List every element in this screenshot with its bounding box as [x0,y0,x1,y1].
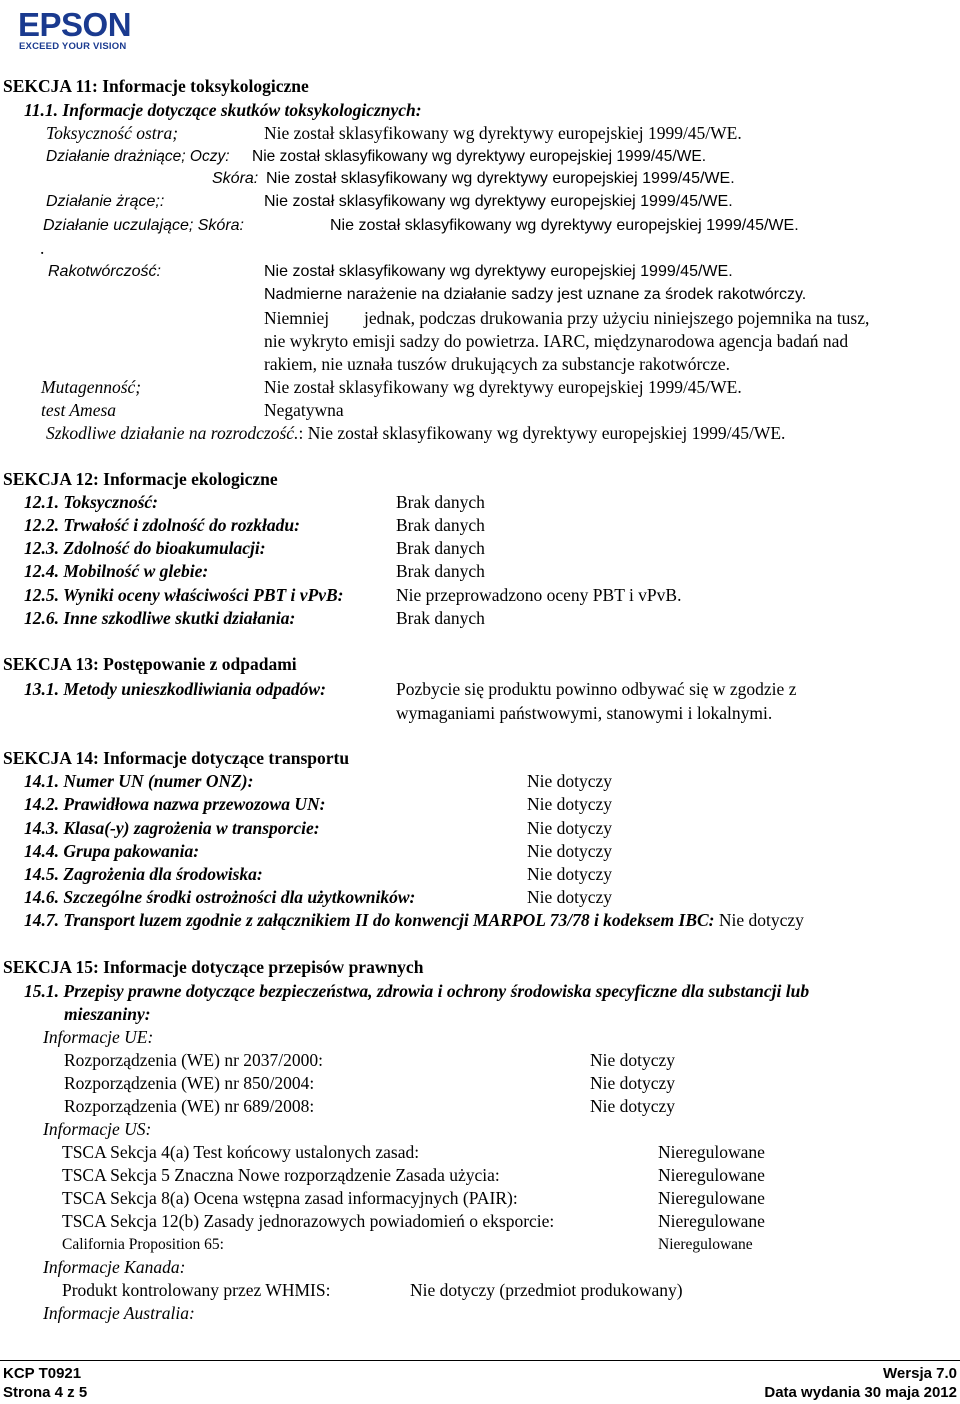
us-reg-value-4: Nieregulowane [658,1211,765,1231]
mutagenicity-label: Mutagenność; [41,377,142,397]
eu-reg-value-1: Nie dotyczy [590,1050,676,1070]
stray-dot: . [40,238,45,258]
us-info-label: Informacje US: [43,1119,152,1139]
carcinogenicity-value: Nie został sklasyfikowany wg dyrektywy europejskiej 1999/45/WE. [264,263,733,280]
eco-value-3: Brak danych [396,538,485,558]
footer-issue-date: Data wydania 30 maja 2012 [764,1384,957,1401]
eco-label-2: 12.2. Trwałość i zdolność do rozkładu: [24,515,300,535]
eu-info-label: Informacje UE: [43,1027,154,1047]
transport-label-2: 14.2. Prawidłowa nazwa przewozowa UN: [24,794,326,814]
transport-label-4: 14.4. Grupa pakowania: [24,841,200,861]
marpol-label: 14.7. Transport luzem zgodnie z załącznikiem II do konwencji MARPOL 73/78 i kodeksem IBC: [24,910,715,930]
us-reg-label-3: TSCA Sekcja 8(a) Ocena wstępna zasad informacyjnych (PAIR): [62,1188,518,1208]
us-reg-value-1: Nieregulowane [658,1142,765,1162]
brand-name: EPSON [18,6,132,43]
sensitizing-value: Nie został sklasyfikowany wg dyrektywy europejskiej 1999/45/WE. [330,217,799,234]
carcinogenicity-note-1: Nadmierne narażenie na działanie sadzy jest uznane za środek rakotwórczy. [264,286,807,303]
carcinogenicity-note-4: rakiem, nie uznała tuszów drukujących za substancje rakotwórcze. [264,354,730,374]
us-reg-label-5: California Proposition 65: [62,1236,224,1253]
acute-toxicity-value: Nie został sklasyfikowany wg dyrektywy europejskiej 1999/45/WE. [264,123,742,143]
section-12-title: SEKCJA 12: Informacje ekologiczne [3,469,278,489]
us-reg-label-2: TSCA Sekcja 5 Znaczna Nowe rozporządzenie Zasada użycia: [62,1165,500,1185]
transport-value-3: Nie dotyczy [527,818,613,838]
eu-reg-label-2: Rozporządzenia (WE) nr 850/2004: [64,1073,315,1093]
section-15-title: SEKCJA 15: Informacje dotyczące przepisów prawnych [3,957,424,977]
section-11-title: SEKCJA 11: Informacje toksykologiczne [3,76,309,96]
eco-label-5: 12.5. Wyniki oceny właściwości PBT i vPvB: [24,585,344,605]
sensitizing-label: Działanie uczulające; Skóra: [43,217,244,234]
australia-info-label: Informacje Australia: [43,1303,195,1323]
eco-value-5: Nie przeprowadzono oceny PBT i vPvB. [396,585,682,605]
eco-value-4: Brak danych [396,561,485,581]
disposal-value-2: wymaganiami państwowymi, stanowymi i lokalnymi. [396,703,773,723]
disposal-value-1: Pozbycie się produktu powinno odbywać się w zgodzie z [396,679,797,699]
whmis-label: Produkt kontrolowany przez WHMIS: [62,1280,331,1300]
eco-label-1: 12.1. Toksyczność: [24,492,159,512]
transport-value-4: Nie dotyczy [527,841,613,861]
reproductive-toxicity-label: Szkodliwe działanie na rozrodczość. [46,423,299,443]
eco-label-3: 12.3. Zdolność do bioakumulacji: [24,538,266,558]
carcinogenicity-note-2a: Niemniej [264,308,330,328]
section-11-1-heading: 11.1. Informacje dotyczące skutków toksykologicznych: [24,100,422,120]
eu-reg-label-1: Rozporządzenia (WE) nr 2037/2000: [64,1050,324,1070]
irritant-skin-value: Nie został sklasyfikowany wg dyrektywy europejskiej 1999/45/WE. [266,170,735,187]
transport-value-6: Nie dotyczy [527,887,613,907]
epson-logo [18,8,130,54]
transport-value-5: Nie dotyczy [527,864,613,884]
reproductive-toxicity-value: : Nie został sklasyfikowany wg dyrektywy europejskiej 1999/45/WE. [298,423,786,443]
acute-toxicity-label: Toksyczność ostra; [46,123,179,143]
footer-product-code: KCP T0921 [3,1365,82,1382]
footer-version: Wersja 7.0 [883,1365,957,1382]
transport-label-5: 14.5. Zagrożenia dla środowiska: [24,864,263,884]
eco-label-4: 12.4. Mobilność w glebie: [24,561,209,581]
eu-reg-label-3: Rozporządzenia (WE) nr 689/2008: [64,1096,315,1116]
eco-label-6: 12.6. Inne szkodliwe skutki działania: [24,608,296,628]
us-reg-label-4: TSCA Sekcja 12(b) Zasady jednorazowych powiadomień o eksporcie: [62,1211,555,1231]
eu-reg-value-3: Nie dotyczy [590,1096,676,1116]
eco-value-6: Brak danych [396,608,485,628]
disposal-label: 13.1. Metody unieszkodliwiania odpadów: [24,679,326,699]
regulations-heading-2: mieszaniny: [64,1004,151,1024]
brand-tagline: EXCEED YOUR VISION [19,41,127,52]
us-reg-label-1: TSCA Sekcja 4(a) Test końcowy ustalonych zasad: [62,1142,420,1162]
irritant-eyes-value: Nie został sklasyfikowany wg dyrektywy europejskiej 1999/45/WE. [252,148,706,165]
irritant-skin-label: Skóra: [212,170,259,187]
marpol-value: Nie dotyczy [718,910,804,930]
whmis-value: Nie dotyczy (przedmiot produkowany) [410,1280,683,1300]
transport-value-2: Nie dotyczy [527,794,613,814]
us-reg-value-3: Nieregulowane [658,1188,765,1208]
regulations-heading-1: 15.1. Przepisy prawne dotyczące bezpieczeństwa, zdrowia i ochrony środowiska specyficzne dla substancji lub [24,981,810,1001]
transport-value-1: Nie dotyczy [527,771,613,791]
reproductive-toxicity-row [46,425,785,443]
marpol-row [24,912,804,930]
irritant-eyes-label: Działanie drażniące; Oczy: [46,148,230,165]
mutagenicity-value: Nie został sklasyfikowany wg dyrektywy europejskiej 1999/45/WE. [264,377,742,397]
transport-label-3: 14.3. Klasa(-y) zagrożenia w transporcie: [24,818,320,838]
canada-info-label: Informacje Kanada: [43,1257,186,1277]
us-reg-value-5: Nieregulowane [658,1236,753,1253]
corrosive-value: Nie został sklasyfikowany wg dyrektywy europejskiej 1999/45/WE. [264,193,733,210]
section-14-title: SEKCJA 14: Informacje dotyczące transportu [3,748,350,768]
carcinogenicity-label: Rakotwórczość: [48,263,161,280]
ames-test-label: test Amesa [41,400,117,420]
transport-label-1: 14.1. Numer UN (numer ONZ): [24,771,254,791]
carcinogenicity-note-3: nie wykryto emisji sadzy do powietrza. IARC, międzynarodowa agencja badań nad [264,331,849,351]
footer-divider [0,1360,960,1361]
eu-reg-value-2: Nie dotyczy [590,1073,676,1093]
carcinogenicity-note-2b: jednak, podczas drukowania przy użyciu niniejszego pojemnika na tusz, [364,308,870,328]
eco-value-1: Brak danych [396,492,485,512]
us-reg-value-2: Nieregulowane [658,1165,765,1185]
footer-page-number: Strona 4 z 5 [3,1384,88,1401]
eco-value-2: Brak danych [396,515,485,535]
transport-label-6: 14.6. Szczególne środki ostrożności dla użytkowników: [24,887,416,907]
corrosive-label: Działanie żrące;: [46,193,165,210]
ames-test-value: Negatywna [264,400,344,420]
section-13-title: SEKCJA 13: Postępowanie z odpadami [3,654,297,674]
